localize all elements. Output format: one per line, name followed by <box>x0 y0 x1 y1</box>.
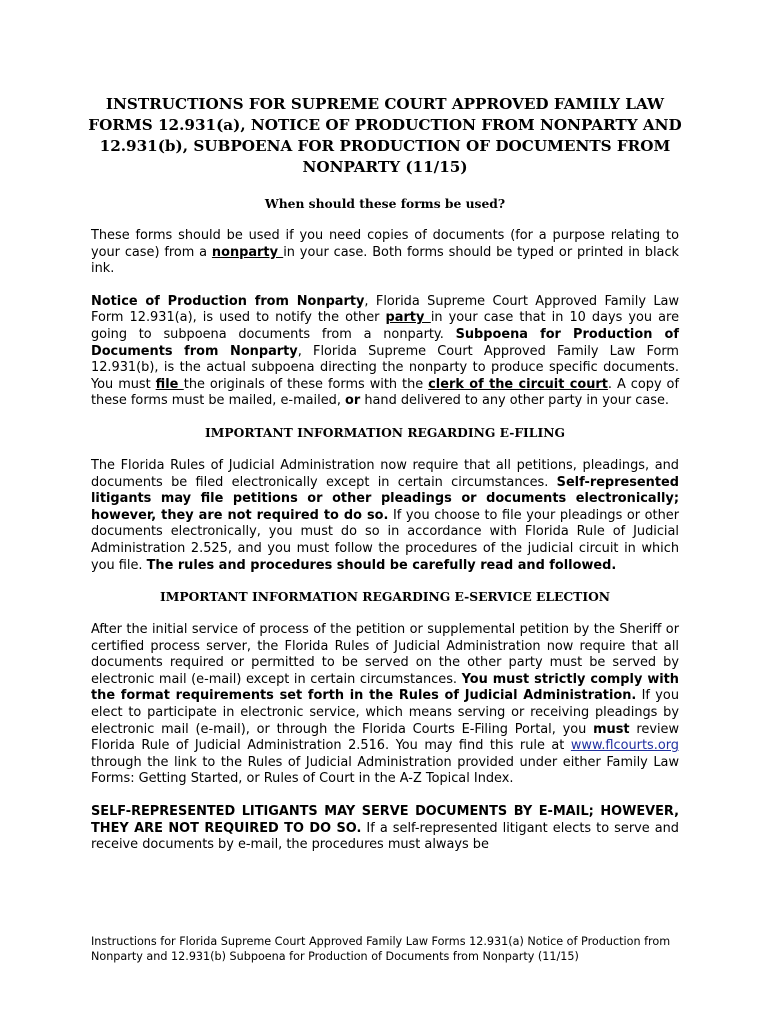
term-nonparty[interactable]: nonparty <box>211 244 284 260</box>
text: These forms should be used if you need copies of documents (for a purpose relating to your case) from a <box>91 228 679 260</box>
document-page <box>88 94 682 854</box>
bold-rules: The rules and procedures should be carefully read and followed. <box>146 557 617 573</box>
page-footer: Instructions for Florida Supreme Court Approved Family Law Forms 12.931(a) Notice of Production from Nonparty and 12.931(b) Subpoena for Production of Documents from Nonparty (11/15) <box>91 935 671 963</box>
bold-self-represented: Self-represented litigants may file petitions or other pleadings or documents electronically; however, they are not required to do so. <box>91 474 679 523</box>
text: review Florida Rule of Judicial Administration 2.516. You may find this rule at <box>91 721 679 754</box>
term-party[interactable]: party <box>385 310 431 326</box>
text: in your case. Both forms should be typed or printed in black ink. <box>91 244 680 277</box>
text: The Florida Rules of Judicial Administration now require that all petitions, pleadings, and documents be filed electronically except in certain circumstances. <box>91 457 679 490</box>
paragraph-forms <box>91 294 679 410</box>
paragraph-eservice <box>91 622 679 788</box>
bold-comply: You must strictly comply with the format requirements set forth in the Rules of Judicial Administration. <box>91 671 679 704</box>
bold-must: must <box>593 721 630 737</box>
text: . A copy of these forms must be mailed, e-mailed, <box>91 376 679 409</box>
text: , Florida Supreme Court Approved Family Law Form 12.931(b), is the actual subpoena directing the nonparty to produce specific documents. You must <box>91 343 679 392</box>
text: , Florida Supreme Court Approved Family Law Form 12.931(a), is used to notify the other <box>91 293 679 326</box>
text: If you choose to file your pleadings or other documents electronically, you must do so in accordance with Florida Rule of Judicial Administration 2.525, and you must follow the procedures of the judicial circuit in which you file. <box>91 507 680 573</box>
text: the originals of these forms with the <box>183 376 429 392</box>
paragraph-purpose <box>91 228 679 278</box>
bold-or: or <box>345 393 361 409</box>
heading-efiling: IMPORTANT INFORMATION REGARDING E-FILING <box>205 424 565 440</box>
text: through the link to the Rules of Judicial Administration provided under either Family Law Forms: Getting Started, or Rules of Court in the A-Z Topical Index. <box>91 754 679 787</box>
text: After the initial service of process of the petition or supplemental petition by the Sheriff or certified process server, the Florida Rules of Judicial Administration now require that all documents required or permitted to be served on the other party must be served by electronic mail (e-mail) except in certain circumstances. <box>91 622 679 687</box>
bold-notice: Notice of Production from Nonparty <box>91 293 365 309</box>
term-clerk[interactable]: clerk of the circuit court <box>428 376 608 392</box>
bold-subpoena: Subpoena for Production of Documents from Nonparty <box>91 326 679 359</box>
page-title: INSTRUCTIONS FOR SUPREME COURT APPROVED FAMILY LAW FORMS 12.931(a), NOTICE OF PRODUCTION FROM NONPARTY AND 12.931(b), SUBPOENA FOR PRODUCTION OF DOCUMENTS FROM NONPARTY (11/15) <box>88 95 682 176</box>
heading-eservice: IMPORTANT INFORMATION REGARDING E-SERVICE ELECTION <box>159 589 611 605</box>
term-file[interactable]: file <box>155 376 184 392</box>
text: If you elect to participate in electronic service, which means serving or receiving pleadings by electronic mail (e-mail), or through the Florida Courts E-Filing Portal, you <box>91 688 679 737</box>
flcourts-link[interactable]: www.flcourts.org <box>570 738 679 754</box>
text: in your case that in 10 days you are going to subpoena documents from a nonparty. <box>91 310 679 342</box>
bold-email-service: SELF-REPRESENTED LITIGANTS MAY SERVE DOCUMENTS BY E-MAIL; HOWEVER, THEY ARE NOT REQUIRED TO DO SO. <box>91 804 679 836</box>
text: If a self-represented litigant elects to serve and receive documents by e-mail, the procedures must always be <box>91 820 679 853</box>
paragraph-efiling <box>91 458 679 574</box>
text: hand delivered to any other party in your case. <box>360 393 670 409</box>
paragraph-email-service <box>91 804 679 854</box>
section-question: When should these forms be used? <box>264 196 506 211</box>
